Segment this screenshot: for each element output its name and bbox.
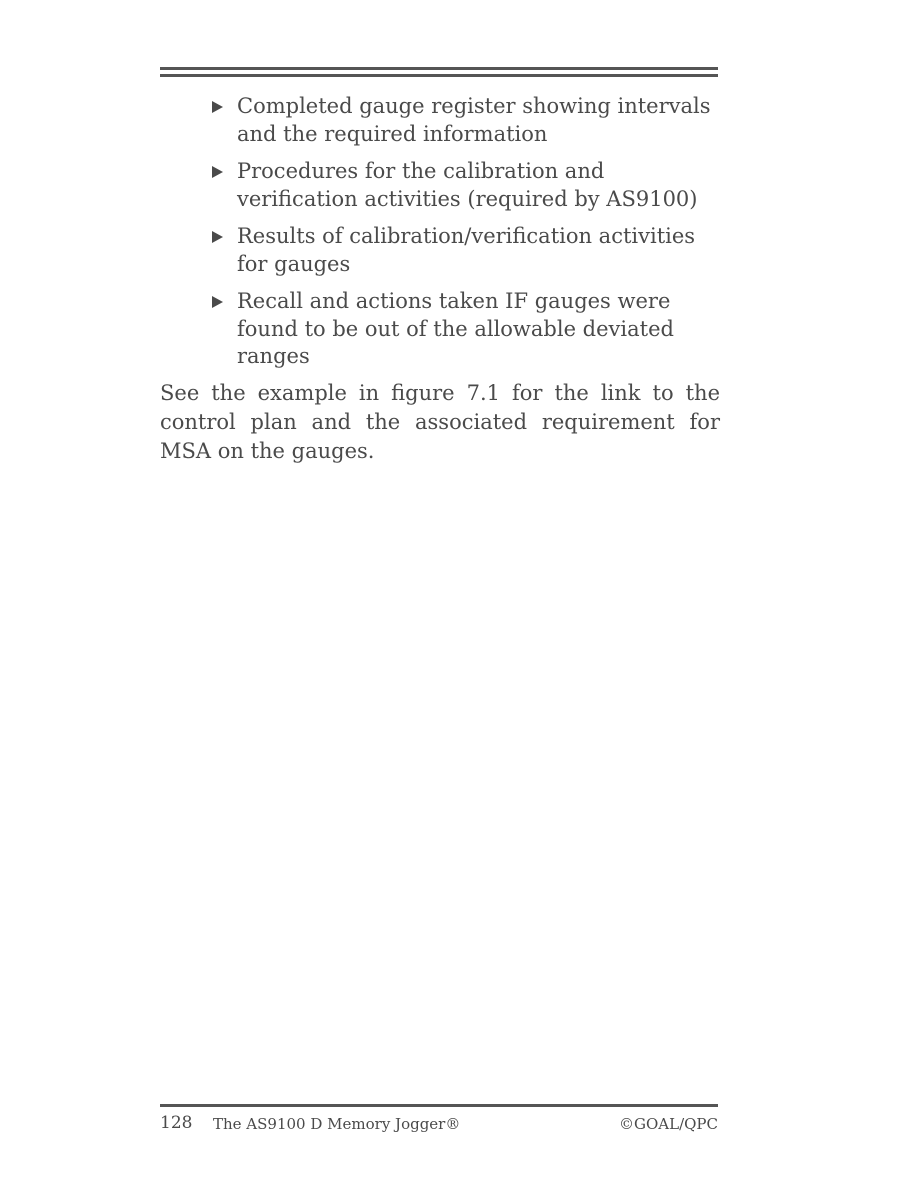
- bullet-item: [212, 158, 722, 213]
- bullet-item: [212, 93, 722, 148]
- bullet-item: [212, 288, 722, 371]
- bullet-text: Procedures for the calibration and verification activities (required by AS9100): [237, 159, 698, 211]
- bullet-list: [212, 93, 722, 381]
- triangle-bullet-icon: [212, 296, 223, 308]
- bullet-text: Recall and actions taken IF gauges were found to be out of the allowable deviated ranges: [237, 289, 674, 368]
- header-rule-lower: [160, 74, 718, 77]
- bullet-text: Completed gauge register showing intervals and the required information: [237, 94, 711, 146]
- triangle-bullet-icon: [212, 231, 223, 243]
- page-footer: [160, 1113, 718, 1137]
- body-paragraph: See the example in figure 7.1 for the link to the control plan and the associated requirement for MSA on the gauges.: [160, 381, 720, 463]
- copyright-notice: ©GOAL/QPC: [619, 1115, 718, 1133]
- bullet-text: Results of calibration/verification activities for gauges: [237, 224, 696, 276]
- bullet-item: [212, 223, 722, 278]
- footer-rule: [160, 1104, 718, 1107]
- triangle-bullet-icon: [212, 166, 223, 178]
- header-rule-upper: [160, 67, 718, 70]
- page-number: 128: [160, 1113, 193, 1133]
- triangle-bullet-icon: [212, 101, 223, 113]
- book-title: The AS9100 D Memory Jogger®: [213, 1115, 461, 1133]
